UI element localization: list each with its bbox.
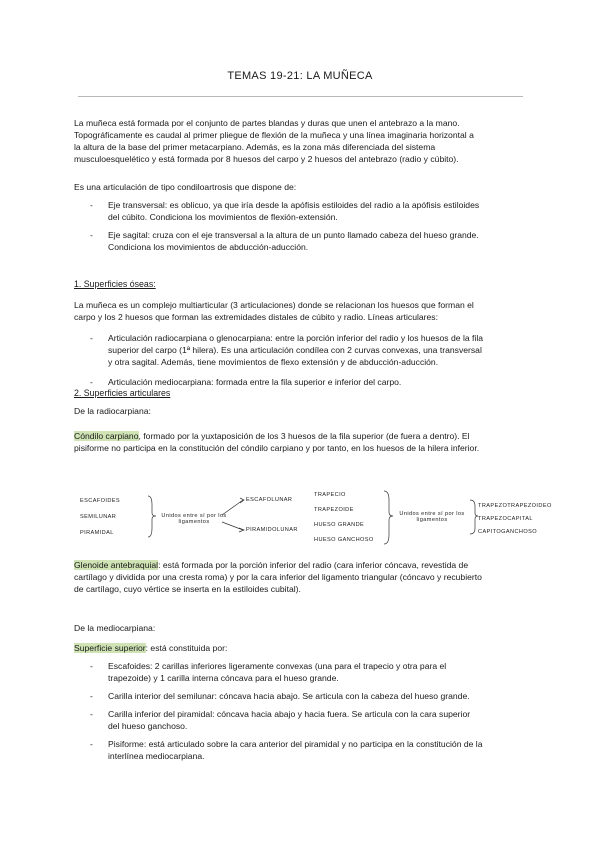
- subheading: De la radiocarpiana:: [74, 406, 151, 416]
- highlighted-term: Superficie superior: [74, 643, 146, 653]
- diagram-label: HUESO GRANDE: [314, 522, 365, 528]
- list-item: Carilla interior del semilunar: cóncava hacia abajo. Se articula con la cabeza del hueso grande.: [108, 691, 470, 701]
- paragraph-line: de cartílago, cuyo vértice se inserta en la estiloides cubital).: [74, 584, 301, 594]
- diagram-label: CAPITOGANCHOSO: [478, 529, 537, 535]
- paragraph-line: Glenoide antebraquial: está formada por la porción inferior del radio (cara inferior cóncava, revestida de: [74, 560, 469, 570]
- page-title: TEMAS 19-21: LA MUÑECA: [227, 70, 373, 82]
- diagram-label: PIRAMIDOLUNAR: [246, 527, 298, 533]
- right-bracket-bottom: [470, 516, 478, 534]
- section-heading: 1. Superficies óseas:: [74, 279, 156, 289]
- list-bullet: -: [90, 333, 93, 343]
- diagram-label: ESCAFOLUNAR: [246, 497, 293, 503]
- list-item: y otra sagital. Además, tiene movimientos de flexo extensión y de abducción-aducción.: [108, 357, 439, 367]
- arrowhead: [239, 528, 244, 532]
- diagram-label: HUESO GANCHOSO: [314, 537, 374, 543]
- left-arrow-bottom: [222, 522, 243, 530]
- list-item: Carilla inferior del piramidal: cóncava hacia abajo y hacia fuera. Se articula con la cara superior: [108, 709, 471, 719]
- paragraph-line: carpo y los 2 huesos que forman las extremidades distales de cúbito y radio. Líneas articulares:: [74, 312, 438, 322]
- list-item: superior del carpo (1ª hilera). Es una articulación condílea con 2 curvas convexas, una transversal: [108, 345, 482, 355]
- diagram-label: TRAPECIO: [314, 492, 346, 498]
- type-sentence: Es una articulación de tipo condiloartrosis que dispone de:: [74, 182, 297, 192]
- list-item: Eje transversal: es oblicuo, ya que iría desde la apófisis estiloides del radio a la apófisis estiloides: [108, 200, 480, 210]
- list-item: Eje sagital: cruza con el eje transversal a la altura de un punto llamado cabeza del hueso grande.: [108, 230, 479, 240]
- diagram-label: TRAPEZOCAPITAL: [478, 516, 533, 522]
- left-brace: [148, 496, 156, 537]
- list-item: Condiciona los movimientos de abducción-aducción.: [108, 242, 309, 252]
- diagram-label: TRAPEZOIDE: [314, 507, 354, 513]
- list-bullet: -: [90, 377, 93, 387]
- intro-line: musculoesquelético y está formada por 8 huesos del carpo y 2 huesos del antebrazo (radio y cúbito).: [74, 154, 459, 164]
- diagram-center-label: Unidos entre sí por los ligamentos: [399, 511, 465, 523]
- intro-line: Topográficamente es caudal al primer pliegue de flexión de la muñeca y una línea imaginaria horizontal a: [74, 130, 474, 140]
- list-item: del hueso ganchoso.: [108, 721, 188, 731]
- list-bullet: -: [90, 709, 93, 719]
- diagram-label: PIRAMIDAL: [80, 530, 114, 536]
- list-item: interlínea mediocarpiana.: [108, 751, 205, 761]
- paragraph-line: cartílago y dividida por una cresta roma) y por la cara inferior del ligamento triangular (cóncavo y recubierto: [74, 572, 482, 582]
- right-bracket-top: [470, 500, 478, 516]
- list-item: del cúbito. Condiciona los movimientos de flexión-extensión.: [108, 212, 338, 222]
- list-bullet: -: [90, 691, 93, 701]
- list-item: Pisiforme: está articulado sobre la cara anterior del piramidal y no participa en la constitución de la: [108, 739, 483, 749]
- list-item: Escafoides: 2 carillas inferiores ligeramente convexas (una para el trapecio y otra para el: [108, 661, 447, 671]
- intro-line: la altura de la base del primer metacarpiano. Además, es la zona más diferenciada del sistema: [74, 142, 436, 152]
- section-heading: 2. Superficies articulares: [74, 388, 171, 398]
- highlighted-term: Glenoide antebraquial: [74, 560, 159, 570]
- list-bullet: -: [90, 739, 93, 749]
- diagram-label: TRAPEZOTRAPEZOIDEO: [478, 503, 552, 509]
- list-bullet: -: [90, 661, 93, 671]
- diagram-label: ESCAFOIDES: [80, 498, 121, 504]
- subheading: De la mediocarpiana:: [74, 623, 156, 633]
- list-item: Articulación mediocarpiana: formada entre la fila superior e inferior del carpo.: [108, 377, 402, 387]
- list-bullet: -: [90, 200, 93, 210]
- diagram-label: SEMILUNAR: [80, 514, 117, 520]
- paragraph-line: Superficie superior: está constituida por:: [74, 643, 228, 653]
- left-arrow-top: [222, 500, 243, 515]
- paragraph-line: pisiforme no participa en la constitución del cóndilo carpiano y por tanto, en los huesos de la hilera inferior.: [74, 443, 480, 453]
- paragraph-line: Cóndilo carpiano, formado por la yuxtaposición de los 3 huesos de la fila superior (de fuera a dentro). El: [74, 431, 470, 441]
- list-item: trapezoide) y 1 carilla interna cóncava para el hueso grande.: [108, 673, 339, 683]
- right-brace: [384, 491, 393, 544]
- diagram-center-label: Unidos entre sí por los ligamentos: [161, 513, 227, 525]
- highlighted-term: Cóndilo carpiano: [74, 431, 139, 441]
- intro-line: La muñeca está formada por el conjunto de partes blandas y duras que unen el antebrazo a la mano.: [74, 118, 460, 128]
- paragraph-line: La muñeca es un complejo multiarticular (3 articulaciones) donde se relacionan los huesos que forman el: [74, 300, 474, 310]
- list-bullet: -: [90, 230, 93, 240]
- list-item: Articulación radiocarpiana o glenocarpiana: entre la porción inferior del radio y los huesos de la fila: [108, 333, 484, 343]
